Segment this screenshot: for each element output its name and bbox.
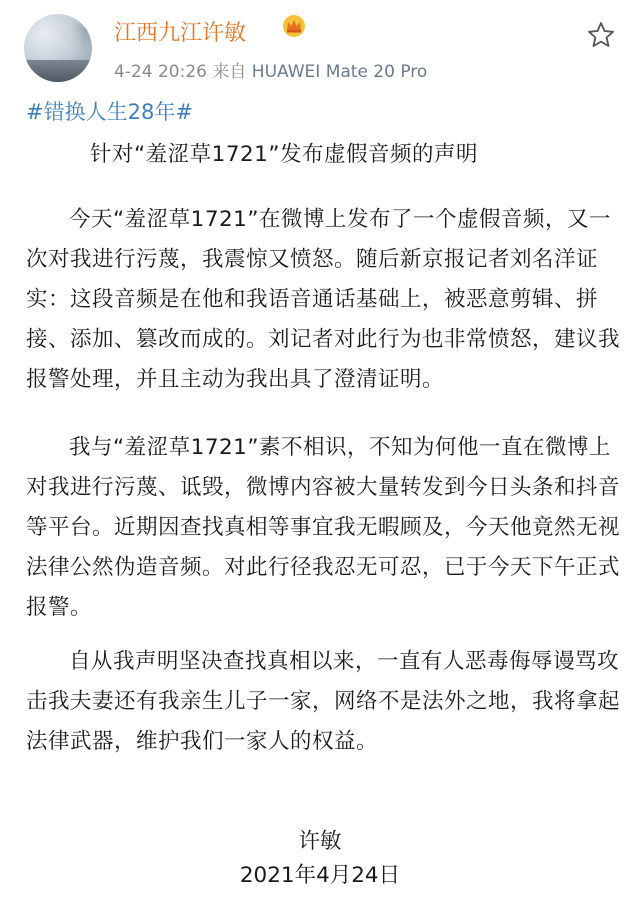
post-meta: [114, 57, 427, 82]
avatar[interactable]: [24, 14, 92, 82]
device-name[interactable]: HUAWEI Mate 20 Pro: [251, 62, 428, 82]
hashtag-link[interactable]: #错换人生28年#: [26, 100, 193, 124]
post-time: 4-24 20:26: [114, 62, 207, 82]
paragraph-1: 今天“羞涩草1721”在微博上发布了一个虚假音频，又一次对我进行污蔑，我震惊又愤怒。随后新京报记者刘名洋证实：这段音频是在他和我语音通话基础上，被恶意剪辑、拼接、添加、篡改而成的。刘记者对此行为也非常愤怒，建议我报警处理，并且主动为我出具了澄清证明。: [26, 207, 621, 392]
signature-date: 2021年4月24日: [239, 863, 401, 888]
username[interactable]: 江西九江许敏: [114, 21, 247, 46]
post-header: [0, 0, 640, 86]
source-prefix: 来自: [212, 62, 247, 82]
crown-icon: [282, 14, 306, 38]
statement-title: 针对“羞涩草1721”发布虚假音频的声明: [90, 142, 478, 167]
signature-name: 许敏: [298, 829, 342, 854]
paragraph-2: 我与“羞涩草1721”素不相识，不知为何他一直在微博上对我进行污蔑、诋毁，微博内容被大量转发到今日头条和抖音等平台。近期因查找真相等事宜我无暇顾及，今天他竟然无视法律公然伪造音频。对此行径我忍无可忍，已于今天下午正式报警。: [26, 435, 621, 620]
star-icon[interactable]: [586, 20, 616, 50]
paragraph-3: 自从我声明坚决查找真相以来，一直有人恶毒侮辱谩骂攻击我夫妻还有我亲生儿子一家，网络不是法外之地，我将拿起法律武器，维护我们一家人的权益。: [26, 649, 621, 754]
